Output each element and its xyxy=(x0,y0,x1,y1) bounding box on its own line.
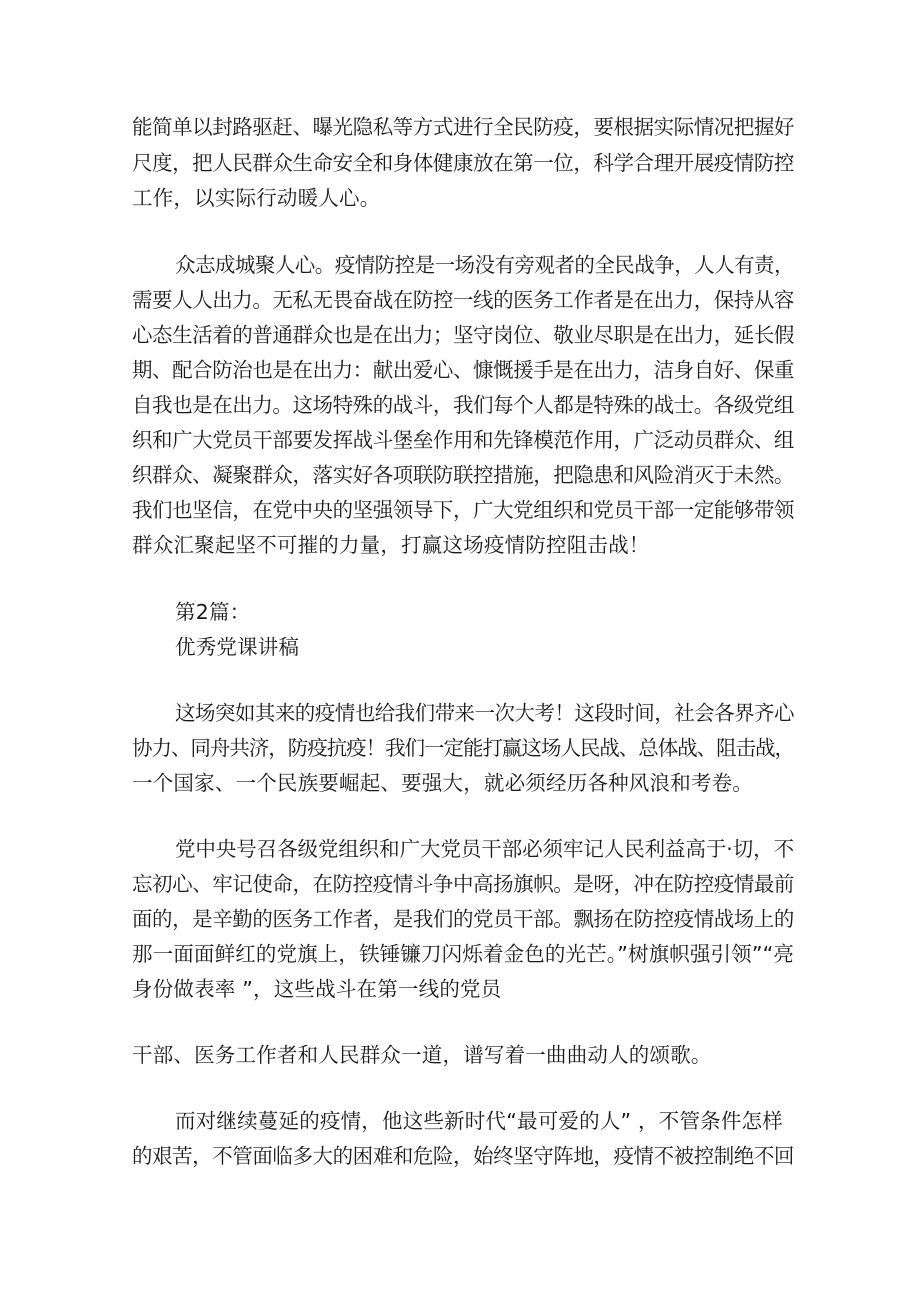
paragraph-line: 织群众、凝聚群众，落实好各项联防联控措施，把隐患和风险消灭于未然。 xyxy=(132,463,794,487)
paragraph-line: 众志成城聚人心。疫情防控是一场没有旁观者的全民战争，人人有责， xyxy=(175,253,794,277)
paragraph-line: 协力、同舟共济，防疫抗疫！我们一定能打赢这场人民战、总体战、阻击战， xyxy=(132,736,794,760)
paragraph-line: 党中央号召各级党组织和广大党员干部必须牢记人民利益高于·切，不 xyxy=(175,837,794,861)
paragraph-line: 需要人人出力。无私无畏奋战在防控一线的医务工作者是在出力，保持从容 xyxy=(132,288,794,312)
paragraph-line: 我们也坚信，在党中央的坚强领导下，广大党组织和党员干部一定能够带领 xyxy=(132,498,794,522)
paragraph-line: 面的，是辛勤的医务工作者，是我们的党员干部。飘扬在防控疫情战场上的 xyxy=(132,907,794,931)
paragraph-line: 身份做表率 ”，这些战斗在第一线的党员 xyxy=(132,977,502,1001)
section-number: 第2篇： xyxy=(175,600,251,624)
paragraph-line: 能简单以封路驱赶、曝光隐私等方式进行全民防疫，要根据实际情况把握好 xyxy=(132,115,794,139)
paragraph-line: 忘初心、牢记使命，在防控疫情斗争中高扬旗帜。是呀，冲在防控疫情最前 xyxy=(132,872,794,896)
paragraph-line: 织和广大党员干部要发挥战斗堡垒作用和先锋模范作用，广泛动员群众、组 xyxy=(132,428,794,452)
paragraph-line: 期、配合防治也是在出力：献出爱心、慷慨援手是在出力，洁身自好、保重 xyxy=(132,358,794,382)
section-title: 优秀党课讲稿 xyxy=(175,635,300,659)
paragraph-line: 那一面面鲜红的党旗上，铁锤镰刀闪烁着金色的光芒。”树旗帜强引领”“亮 xyxy=(132,942,794,966)
paragraph-line: 自我也是在出力。这场特殊的战斗，我们每个人都是特殊的战士。各级党组 xyxy=(132,393,794,417)
paragraph-line: 工作，以实际行动暖人心。 xyxy=(132,186,381,210)
paragraph-line: 干部、医务工作者和人民群众一道，谱写着一曲曲动人的颂歌。 xyxy=(132,1043,712,1067)
paragraph-line: 尺度，把人民群众生命安全和身体健康放在第一位，科学合理开展疫情防控 xyxy=(132,151,794,175)
paragraph-line: 而对继续蔓延的疫情，他这些新时代“最可爱的人” ，不管条件怎样 xyxy=(175,1109,783,1133)
paragraph-line: 一个国家、一个民族要崛起、要强大，就必须经历各种风浪和考卷。 xyxy=(132,771,753,795)
paragraph-line: 这场突如其来的疫情也给我们带来一次大考！这段时间，社会各界齐心 xyxy=(175,701,794,725)
paragraph-line: 的艰苦，不管面临多大的困难和危险，始终坚守阵地，疫情不被控制绝不回 xyxy=(132,1144,794,1168)
paragraph-line: 群众汇聚起坚不可摧的力量，打赢这场疫情防控阻击战！ xyxy=(132,533,650,557)
paragraph-line: 心态生活着的普通群众也是在出力；坚守岗位、敬业尽职是在出力，延长假 xyxy=(132,323,794,347)
